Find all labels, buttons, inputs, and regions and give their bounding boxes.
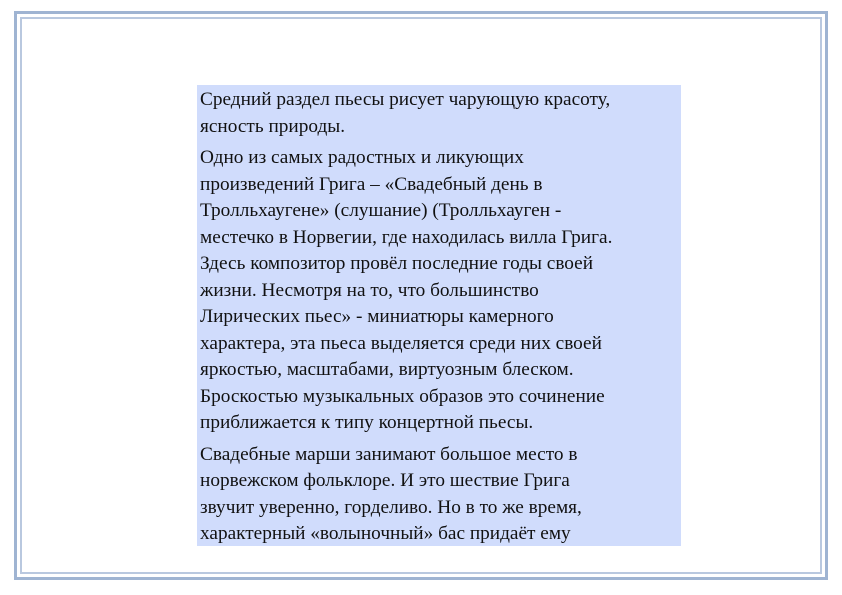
paragraph-nature: Средний раздел пьесы рисует чарующую красоту, ясность природы. <box>200 89 611 137</box>
text-box <box>197 85 681 546</box>
paragraph-wedding-marches: Свадебные марши занимают большое место в норвежском фольклоре. И это шествие Грига звучит уверенно, горделиво. Но в то же время, характерный «волыночный» бас придаёт ему <box>200 443 582 544</box>
paragraph-wedding-day: Одно из самых радостных и ликующих произведений Грига – «Свадебный день в Тролльхаугене» (слушание) (Тролльхауген - местечко в Норвегии, где находилась вилла Грига. Здесь композитор провёл последние годы своей жизни. Несмотря на то, что большинство Лирических пьес» - миниатюры камерного характера, эта пьеса выделяется среди них своей яркостью, масштабами, виртуозным блеском. Броскостью музыкальных образов это сочинение приближается к типу концертной пьесы. <box>200 147 613 433</box>
